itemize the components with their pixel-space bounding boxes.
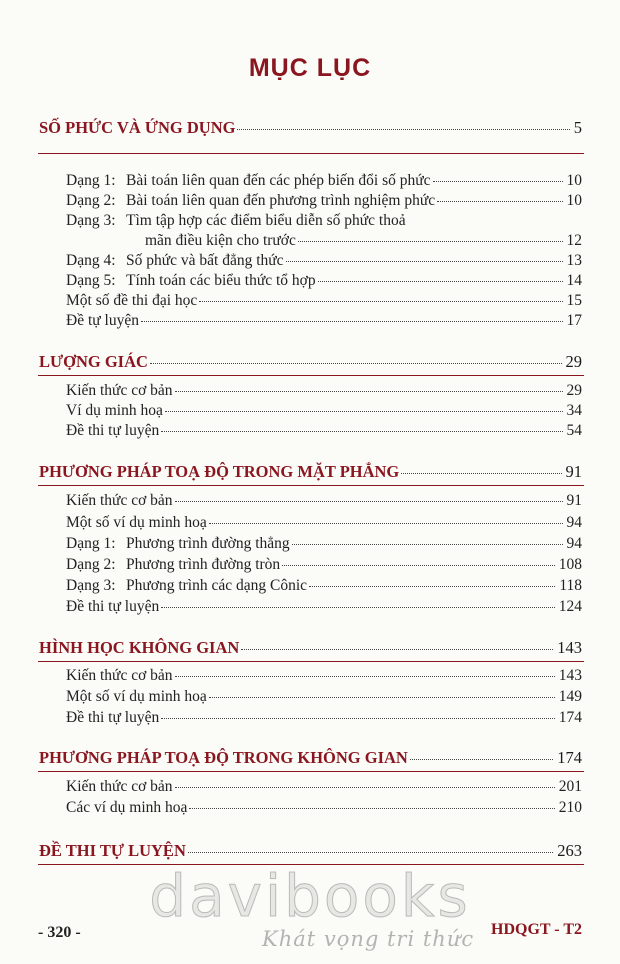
toc-page-number: 143 (557, 638, 582, 657)
watermark-tagline: Khát vọng tri thức (262, 927, 475, 951)
toc-page-number: 263 (557, 841, 582, 860)
section-divider (38, 153, 584, 154)
toc-entry[interactable] (66, 211, 582, 231)
toc-leader (141, 320, 563, 322)
toc-entry-label: Tính toán các biểu thức tổ hợp (126, 272, 316, 289)
toc-leader (175, 675, 555, 677)
toc-leader (318, 280, 563, 282)
toc-leader (175, 390, 563, 392)
toc-page-number: 29 (565, 352, 582, 371)
toc-entry[interactable] (66, 191, 582, 211)
toc-entry[interactable] (66, 421, 582, 441)
toc-page-number: 10 (566, 172, 582, 189)
toc-entry-label: Một số ví dụ minh hoạ (66, 514, 207, 531)
toc-entry[interactable] (66, 777, 582, 797)
toc-entry-prefix: Dạng 1: (66, 172, 116, 189)
section-divider (38, 485, 584, 486)
toc-entry-label: Ví dụ minh hoạ (66, 402, 163, 419)
section-divider (38, 661, 584, 662)
toc-page-number: 34 (566, 402, 582, 419)
toc-page-number: 174 (557, 748, 582, 767)
toc-leader (175, 500, 563, 502)
toc-leader (437, 200, 562, 202)
toc-entry[interactable] (66, 251, 582, 271)
toc-entry-label: Kiến thức cơ bản (66, 492, 173, 509)
toc-entry[interactable] (66, 311, 582, 331)
toc-entry-prefix: Dạng 2: (66, 192, 116, 209)
toc-chapter-title: HÌNH HỌC KHÔNG GIAN (39, 638, 240, 657)
toc-leader (189, 807, 554, 809)
toc-entry-label: mãn điều kiện cho trước (145, 232, 296, 249)
toc-entry[interactable] (66, 171, 582, 191)
toc-leader (401, 472, 561, 474)
toc-page-number: 210 (558, 799, 582, 816)
toc-entry-label: Đề tự luyện (66, 312, 139, 329)
toc-page-number: 143 (558, 667, 582, 684)
toc-entry-prefix: Dạng 1: (66, 535, 116, 552)
toc-entry-prefix: Dạng 3: (66, 212, 116, 229)
toc-leader (241, 648, 553, 650)
toc-entry-label: Đề thi tự luyện (66, 598, 160, 615)
toc-leader (161, 717, 555, 719)
toc-page-number: 14 (566, 272, 582, 289)
watermark-brand: davibooks (149, 862, 471, 930)
toc-leader (298, 240, 563, 242)
toc-entry[interactable] (66, 401, 582, 421)
toc-entry-label: Một số đề thi đại học (66, 292, 198, 309)
toc-chapter-title: PHƯƠNG PHÁP TOẠ ĐỘ TRONG MẶT PHẲNG (39, 462, 400, 481)
toc-page-number: 15 (566, 292, 582, 309)
toc-entry-continuation[interactable] (145, 231, 582, 251)
toc-entry-label: Đề thi tự luyện (66, 422, 160, 439)
toc-leader (286, 260, 563, 262)
toc-entry-label: Kiến thức cơ bản (66, 667, 173, 684)
toc-leader (237, 128, 569, 130)
toc-page-number: 174 (558, 709, 582, 726)
toc-entry[interactable] (66, 381, 582, 401)
toc-entry-label: Tìm tập hợp các điểm biểu diễn số phức thoả (126, 212, 406, 229)
toc-entry-label: Phương trình các dạng Cônic (126, 577, 308, 594)
toc-entry-label: Bài toán liên quan đến phương trình nghiệm phức (126, 192, 436, 209)
toc-entry-label: Bài toán liên quan đến các phép biến đổi số phức (126, 172, 431, 189)
toc-page-number: 12 (566, 232, 582, 249)
toc-entry[interactable] (66, 597, 582, 617)
toc-entry[interactable] (66, 513, 582, 533)
toc-entry[interactable] (66, 555, 582, 575)
toc-leader (161, 430, 562, 432)
toc-entry[interactable] (66, 687, 582, 707)
toc-entry[interactable] (66, 491, 582, 511)
toc-page-number: 108 (558, 556, 582, 573)
toc-page-number: 17 (566, 312, 582, 329)
toc-leader (410, 758, 553, 760)
toc-chapter-title: ĐỀ THI TỰ LUYỆN (39, 841, 186, 860)
toc-entry[interactable] (66, 576, 582, 596)
toc-chapter[interactable] (39, 462, 582, 482)
toc-leader (150, 362, 562, 364)
toc-page-number: 13 (566, 252, 582, 269)
toc-chapter[interactable] (39, 841, 582, 861)
toc-entry[interactable] (66, 708, 582, 728)
toc-page-number: 91 (566, 492, 582, 509)
toc-chapter[interactable] (39, 748, 582, 768)
section-divider (38, 375, 584, 376)
toc-entry-prefix: Dạng 4: (66, 252, 116, 269)
toc-entry[interactable] (66, 291, 582, 311)
toc-leader (199, 300, 562, 302)
footer-page-number: - 320 - (38, 924, 81, 941)
toc-entry-label: Đề thi tự luyện (66, 709, 160, 726)
toc-page-number: 29 (566, 382, 582, 399)
page-title: MỤC LỤC (248, 54, 372, 82)
toc-leader (282, 564, 555, 566)
toc-entry[interactable] (66, 534, 582, 554)
toc-entry-label: Số phức và bất đẳng thức (126, 252, 284, 269)
toc-entry-label: Kiến thức cơ bản (66, 382, 173, 399)
toc-entry-label: Phương trình đường thẳng (126, 535, 290, 552)
toc-page-number: 94 (566, 535, 582, 552)
toc-leader (165, 410, 563, 412)
toc-entry-label: Phương trình đường tròn (126, 556, 281, 573)
toc-entry-prefix: Dạng 2: (66, 556, 116, 573)
toc-entry-prefix: Dạng 3: (66, 577, 116, 594)
toc-chapter-title: PHƯƠNG PHÁP TOẠ ĐỘ TRONG KHÔNG GIAN (39, 748, 408, 767)
toc-chapter[interactable] (39, 638, 582, 658)
toc-page-number: 54 (566, 422, 582, 439)
toc-page-number: 201 (558, 778, 582, 795)
toc-entry-label: Một số ví dụ minh hoạ (66, 688, 207, 705)
toc-page-number: 124 (558, 598, 582, 615)
toc-entry-label: Kiến thức cơ bản (66, 778, 173, 795)
toc-page-number: 91 (565, 462, 582, 481)
toc-leader (209, 522, 563, 524)
toc-chapter[interactable] (39, 352, 582, 372)
toc-entry-label: Các ví dụ minh hoạ (66, 799, 188, 816)
toc-leader (309, 585, 555, 587)
toc-leader (292, 543, 563, 545)
toc-page-number: 94 (566, 514, 582, 531)
toc-entry[interactable] (66, 271, 582, 291)
toc-page-number: 149 (558, 688, 582, 705)
toc-leader (188, 851, 553, 853)
toc-leader (161, 606, 555, 608)
toc-page-number: 10 (566, 192, 582, 209)
toc-chapter-title: SỐ PHỨC VÀ ỨNG DỤNG (39, 118, 236, 137)
toc-leader (433, 180, 563, 182)
toc-entry-prefix: Dạng 5: (66, 272, 116, 289)
footer-code: HDQGT - T2 (491, 921, 582, 938)
toc-chapter[interactable] (39, 118, 582, 138)
toc-entry[interactable] (66, 666, 582, 686)
section-divider (38, 771, 584, 772)
toc-leader (209, 696, 555, 698)
toc-leader (175, 786, 555, 788)
toc-chapter-title: LƯỢNG GIÁC (39, 352, 148, 371)
toc-page-number: 118 (559, 577, 582, 594)
toc-page-number: 5 (573, 118, 582, 137)
toc-entry[interactable] (66, 798, 582, 818)
